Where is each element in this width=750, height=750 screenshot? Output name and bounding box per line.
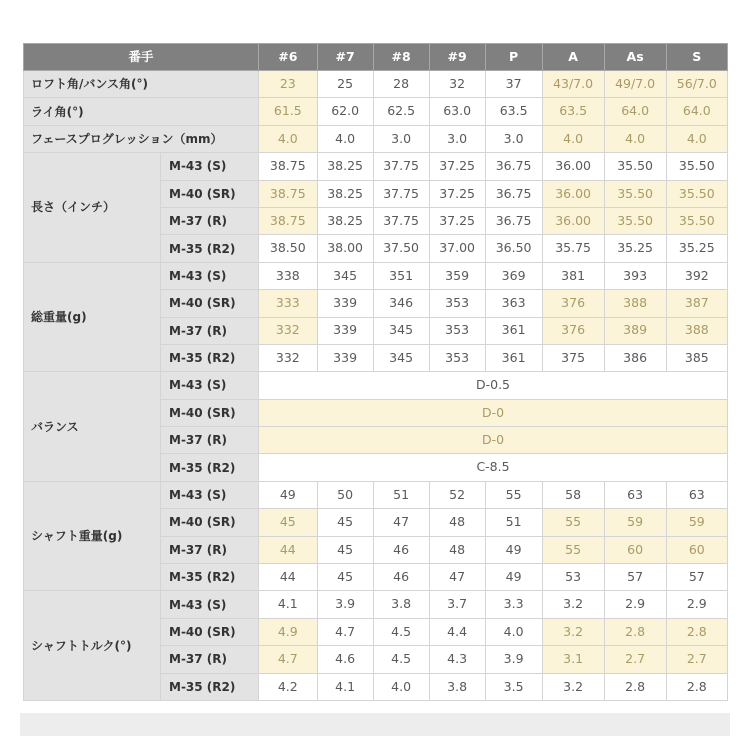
value-cell: 3.3 [485, 591, 542, 618]
value-cell: 62.5 [373, 98, 429, 125]
value-cell: 345 [373, 344, 429, 371]
value-cell: 32 [429, 71, 485, 98]
value-cell: 376 [542, 317, 604, 344]
balance-value: D-0 [259, 427, 728, 454]
value-cell: 388 [604, 290, 666, 317]
value-cell: 62.0 [317, 98, 373, 125]
value-cell: 38.25 [317, 207, 373, 234]
value-cell: 43/7.0 [542, 71, 604, 98]
value-cell: 4.0 [373, 673, 429, 700]
value-cell: 339 [317, 317, 373, 344]
value-cell: 35.50 [666, 207, 727, 234]
value-cell: 389 [604, 317, 666, 344]
column-header: #8 [373, 44, 429, 71]
value-cell: 64.0 [666, 98, 727, 125]
value-cell: 3.2 [542, 618, 604, 645]
shaft-label: M-37 (R) [161, 536, 259, 563]
value-cell: 3.0 [373, 125, 429, 152]
value-cell: 3.8 [429, 673, 485, 700]
spec-row-weight [24, 262, 728, 289]
value-cell: 59 [604, 509, 666, 536]
group-label: 長さ（インチ） [24, 153, 161, 263]
value-cell: 4.0 [485, 618, 542, 645]
row-label: ライ角(°) [24, 98, 259, 125]
group-label: シャフト重量(g) [24, 481, 161, 591]
shaft-label: M-35 (R2) [161, 564, 259, 591]
value-cell: 36.50 [485, 235, 542, 262]
value-cell: 38.75 [259, 153, 318, 180]
value-cell: 63.0 [429, 98, 485, 125]
spec-row-lie [24, 98, 728, 125]
value-cell: 353 [429, 344, 485, 371]
value-cell: 353 [429, 290, 485, 317]
column-header: #7 [317, 44, 373, 71]
value-cell: 44 [259, 564, 318, 591]
value-cell: 339 [317, 344, 373, 371]
value-cell: 37.25 [429, 207, 485, 234]
value-cell: 4.3 [429, 646, 485, 673]
shaft-label: M-35 (R2) [161, 673, 259, 700]
value-cell: 52 [429, 481, 485, 508]
value-cell: 48 [429, 509, 485, 536]
value-cell: 361 [485, 317, 542, 344]
value-cell: 4.0 [259, 125, 318, 152]
value-cell: 361 [485, 344, 542, 371]
value-cell: 332 [259, 317, 318, 344]
value-cell: 3.0 [485, 125, 542, 152]
value-cell: 345 [373, 317, 429, 344]
value-cell: 4.0 [666, 125, 727, 152]
value-cell: 46 [373, 536, 429, 563]
value-cell: 37.50 [373, 235, 429, 262]
value-cell: 332 [259, 344, 318, 371]
value-cell: 38.25 [317, 153, 373, 180]
shaft-label: M-37 (R) [161, 207, 259, 234]
value-cell: 50 [317, 481, 373, 508]
value-cell: 2.8 [666, 618, 727, 645]
value-cell: 37.75 [373, 153, 429, 180]
value-cell: 36.00 [542, 180, 604, 207]
value-cell: 36.00 [542, 207, 604, 234]
value-cell: 353 [429, 317, 485, 344]
value-cell: 28 [373, 71, 429, 98]
group-label: バランス [24, 372, 161, 482]
value-cell: 2.7 [666, 646, 727, 673]
value-cell: 346 [373, 290, 429, 317]
value-cell: 375 [542, 344, 604, 371]
value-cell: 63.5 [542, 98, 604, 125]
value-cell: 4.5 [373, 618, 429, 645]
balance-value: C-8.5 [259, 454, 728, 481]
column-header: S [666, 44, 727, 71]
shaft-label: M-40 (SR) [161, 509, 259, 536]
value-cell: 393 [604, 262, 666, 289]
value-cell: 56/7.0 [666, 71, 727, 98]
value-cell: 4.2 [259, 673, 318, 700]
balance-value: D-0 [259, 399, 728, 426]
value-cell: 4.6 [317, 646, 373, 673]
row-label: フェースプログレッション（mm） [24, 125, 259, 152]
shaft-label: M-35 (R2) [161, 344, 259, 371]
value-cell: 60 [604, 536, 666, 563]
value-cell: 36.00 [542, 153, 604, 180]
value-cell: 45 [317, 536, 373, 563]
value-cell: 2.8 [604, 618, 666, 645]
value-cell: 35.50 [666, 180, 727, 207]
shaft-label: M-35 (R2) [161, 454, 259, 481]
value-cell: 4.9 [259, 618, 318, 645]
value-cell: 4.0 [604, 125, 666, 152]
group-label: シャフトトルク(°) [24, 591, 161, 701]
shaft-label: M-40 (SR) [161, 290, 259, 317]
value-cell: 2.8 [666, 673, 727, 700]
shaft-label: M-37 (R) [161, 646, 259, 673]
value-cell: 49 [485, 564, 542, 591]
value-cell: 385 [666, 344, 727, 371]
value-cell: 49 [485, 536, 542, 563]
value-cell: 376 [542, 290, 604, 317]
value-cell: 3.9 [485, 646, 542, 673]
value-cell: 44 [259, 536, 318, 563]
value-cell: 37 [485, 71, 542, 98]
spec-row-length [24, 153, 728, 180]
value-cell: 59 [666, 509, 727, 536]
value-cell: 63.5 [485, 98, 542, 125]
value-cell: 63 [604, 481, 666, 508]
shaft-label: M-43 (S) [161, 262, 259, 289]
spec-row-loft [24, 71, 728, 98]
shaft-label: M-43 (S) [161, 591, 259, 618]
shaft-label: M-43 (S) [161, 372, 259, 399]
shaft-label: M-37 (R) [161, 427, 259, 454]
value-cell: 4.0 [542, 125, 604, 152]
value-cell: 36.75 [485, 180, 542, 207]
value-cell: 3.9 [317, 591, 373, 618]
shaft-label: M-43 (S) [161, 153, 259, 180]
column-header: #9 [429, 44, 485, 71]
value-cell: 36.75 [485, 207, 542, 234]
value-cell: 35.25 [666, 235, 727, 262]
column-header: P [485, 44, 542, 71]
spec-table [23, 43, 728, 701]
value-cell: 55 [542, 509, 604, 536]
value-cell: 35.50 [604, 153, 666, 180]
shaft-label: M-40 (SR) [161, 399, 259, 426]
value-cell: 37.75 [373, 180, 429, 207]
value-cell: 46 [373, 564, 429, 591]
value-cell: 47 [429, 564, 485, 591]
value-cell: 2.9 [604, 591, 666, 618]
footer-strip [20, 713, 730, 736]
header-corner: 番手 [24, 44, 259, 71]
shaft-label: M-40 (SR) [161, 618, 259, 645]
value-cell: 47 [373, 509, 429, 536]
value-cell: 338 [259, 262, 318, 289]
value-cell: 388 [666, 317, 727, 344]
value-cell: 4.5 [373, 646, 429, 673]
value-cell: 351 [373, 262, 429, 289]
value-cell: 53 [542, 564, 604, 591]
value-cell: 25 [317, 71, 373, 98]
value-cell: 64.0 [604, 98, 666, 125]
value-cell: 49/7.0 [604, 71, 666, 98]
column-header: A [542, 44, 604, 71]
value-cell: 333 [259, 290, 318, 317]
value-cell: 35.25 [604, 235, 666, 262]
value-cell: 51 [373, 481, 429, 508]
value-cell: 2.7 [604, 646, 666, 673]
value-cell: 48 [429, 536, 485, 563]
value-cell: 4.7 [259, 646, 318, 673]
value-cell: 359 [429, 262, 485, 289]
value-cell: 4.1 [259, 591, 318, 618]
value-cell: 387 [666, 290, 727, 317]
value-cell: 4.7 [317, 618, 373, 645]
value-cell: 61.5 [259, 98, 318, 125]
value-cell: 49 [259, 481, 318, 508]
value-cell: 3.5 [485, 673, 542, 700]
value-cell: 4.1 [317, 673, 373, 700]
value-cell: 392 [666, 262, 727, 289]
value-cell: 369 [485, 262, 542, 289]
value-cell: 45 [317, 564, 373, 591]
value-cell: 58 [542, 481, 604, 508]
row-label: ロフト角/バンス角(°) [24, 71, 259, 98]
value-cell: 38.75 [259, 180, 318, 207]
header-row [24, 44, 728, 71]
value-cell: 45 [317, 509, 373, 536]
spec-row-balance [24, 372, 728, 399]
shaft-label: M-40 (SR) [161, 180, 259, 207]
value-cell: 38.00 [317, 235, 373, 262]
group-label: 総重量(g) [24, 262, 161, 372]
spec-row-shaft_weight [24, 481, 728, 508]
value-cell: 339 [317, 290, 373, 317]
spec-row-torque [24, 591, 728, 618]
value-cell: 2.9 [666, 591, 727, 618]
value-cell: 3.8 [373, 591, 429, 618]
value-cell: 35.50 [666, 153, 727, 180]
value-cell: 57 [604, 564, 666, 591]
value-cell: 3.2 [542, 673, 604, 700]
value-cell: 37.00 [429, 235, 485, 262]
column-header: As [604, 44, 666, 71]
value-cell: 36.75 [485, 153, 542, 180]
value-cell: 35.50 [604, 207, 666, 234]
value-cell: 37.25 [429, 180, 485, 207]
value-cell: 3.0 [429, 125, 485, 152]
spec-row-progression [24, 125, 728, 152]
value-cell: 4.4 [429, 618, 485, 645]
value-cell: 363 [485, 290, 542, 317]
shaft-label: M-35 (R2) [161, 235, 259, 262]
value-cell: 3.1 [542, 646, 604, 673]
value-cell: 55 [542, 536, 604, 563]
shaft-label: M-43 (S) [161, 481, 259, 508]
value-cell: 37.75 [373, 207, 429, 234]
shaft-label: M-37 (R) [161, 317, 259, 344]
value-cell: 38.75 [259, 207, 318, 234]
value-cell: 381 [542, 262, 604, 289]
value-cell: 55 [485, 481, 542, 508]
value-cell: 37.25 [429, 153, 485, 180]
value-cell: 51 [485, 509, 542, 536]
balance-value: D-0.5 [259, 372, 728, 399]
value-cell: 345 [317, 262, 373, 289]
value-cell: 3.2 [542, 591, 604, 618]
column-header: #6 [259, 44, 318, 71]
value-cell: 45 [259, 509, 318, 536]
value-cell: 4.0 [317, 125, 373, 152]
value-cell: 386 [604, 344, 666, 371]
value-cell: 57 [666, 564, 727, 591]
value-cell: 23 [259, 71, 318, 98]
value-cell: 63 [666, 481, 727, 508]
value-cell: 35.75 [542, 235, 604, 262]
value-cell: 38.50 [259, 235, 318, 262]
value-cell: 35.50 [604, 180, 666, 207]
value-cell: 2.8 [604, 673, 666, 700]
value-cell: 3.7 [429, 591, 485, 618]
value-cell: 38.25 [317, 180, 373, 207]
value-cell: 60 [666, 536, 727, 563]
